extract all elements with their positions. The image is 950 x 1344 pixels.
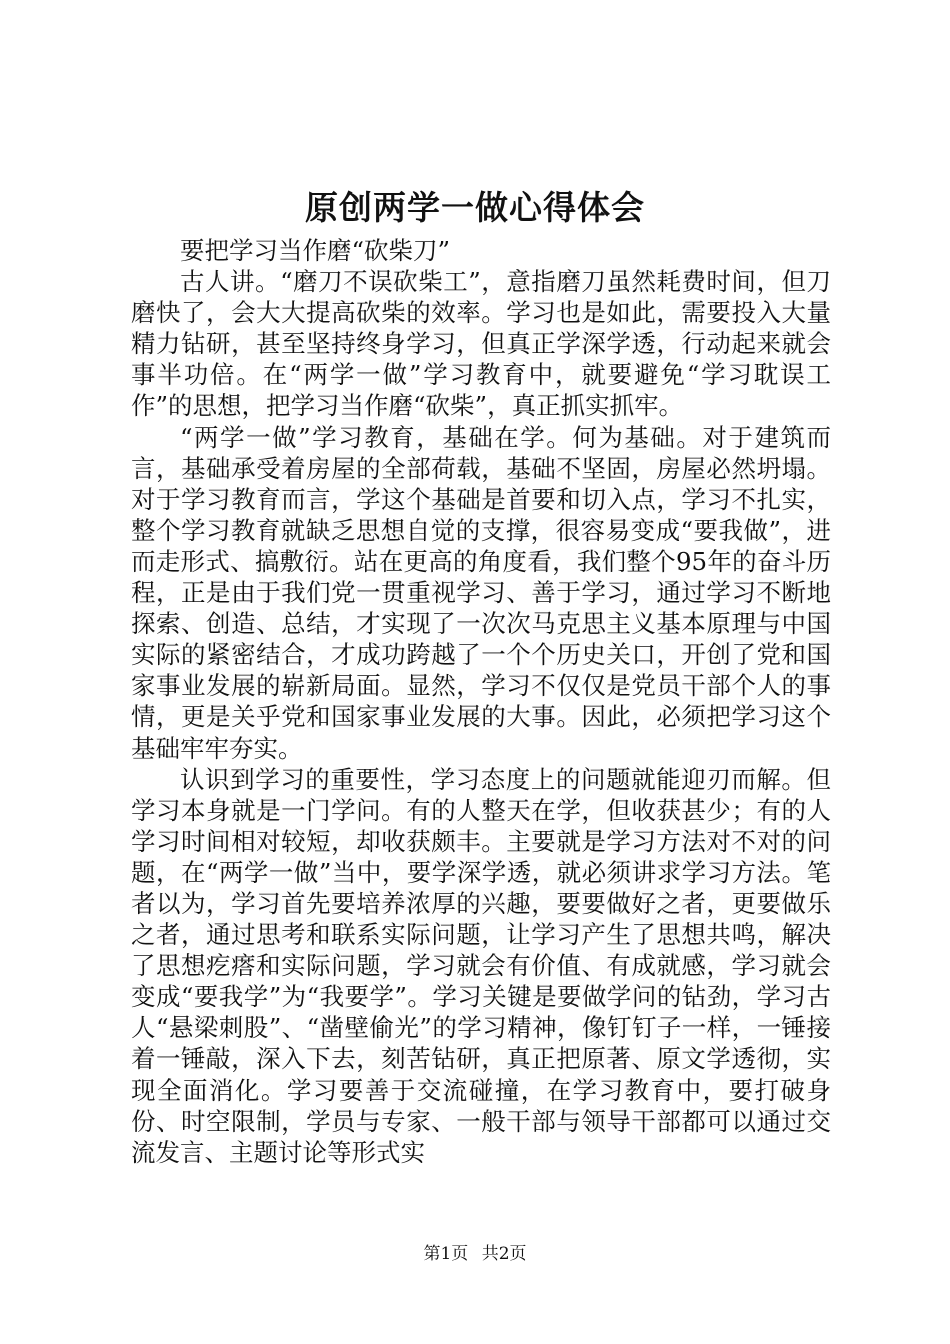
- page-footer: [0, 1242, 950, 1266]
- page-count: 共2页: [481, 1244, 527, 1264]
- document-title: 原创两学一做心得体会: [305, 188, 645, 227]
- document-body: [131, 235, 831, 1168]
- body-paragraph: 古人讲。“磨刀不误砍柴工”，意指磨刀虽然耗费时间，但刀磨快了，会大大提高砍柴的效率。学习也是如此，需要投入大量精力钻研，甚至坚持终身学习，但真正学深学透，行动起来就会事半功倍。在“两学一做”学习教育中，就要避免“学习耽误工作”的思想，把学习当作磨“砍柴”，真正抓实抓牢。: [131, 267, 831, 421]
- body-paragraph: 认识到学习的重要性，学习态度上的问题就能迎刃而解。但学习本身就是一门学问。有的人整天在学，但收获甚少；有的人学习时间相对较短，却收获颇丰。主要就是学习方法对不对的问题，在“两学一做”当中，要学深学透，就必须讲求学习方法。笔者以为，学习首先要培养浓厚的兴趣，要要做好之者，更要做乐之者，通过思考和联系实际问题，让学习产生了思想共鸣，解决了思想疙瘩和实际问题，学习就会有价值、有成就感，学习就会变成“要我学”为“我要学”。学习关键是要做学问的钻劲，学习古人“悬梁刺股”、“凿壁偷光”的学习精神，像钉钉子一样，一锤接着一锤敲，深入下去，刻苦钻研，真正把原著、原文学透彻，实现全面消化。学习要善于交流碰撞，在学习教育中，要打破身份、时空限制，学员与专家、一般干部与领导干部都可以通过交流发言、主题讨论等形式实: [131, 764, 831, 1167]
- page-number: 第1页: [423, 1244, 469, 1264]
- body-paragraph: “两学一做”学习教育，基础在学。何为基础。对于建筑而言，基础承受着房屋的全部荷载，基础不坚固，房屋必然坍塌。对于学习教育而言，学这个基础是首要和切入点，学习不扎实，整个学习教育就缺乏思想自觉的支撑，很容易变成“要我做”，进而走形式、搞敷衍。站在更高的角度看，我们整个95年的奋斗历程，正是由于我们党一贯重视学习、善于学习，通过学习不断地探索、创造、总结，才实现了一次次马克思主义基本原理与中国实际的紧密结合，才成功跨越了一个个历史关口，开创了党和国家事业发展的崭新局面。显然，学习不仅仅是党员干部个人的事情，更是关乎党和国家事业发展的大事。因此，必须把学习这个基础牢牢夯实。: [131, 422, 831, 763]
- section-heading: 要把学习当作磨“砍柴刀”: [180, 236, 451, 265]
